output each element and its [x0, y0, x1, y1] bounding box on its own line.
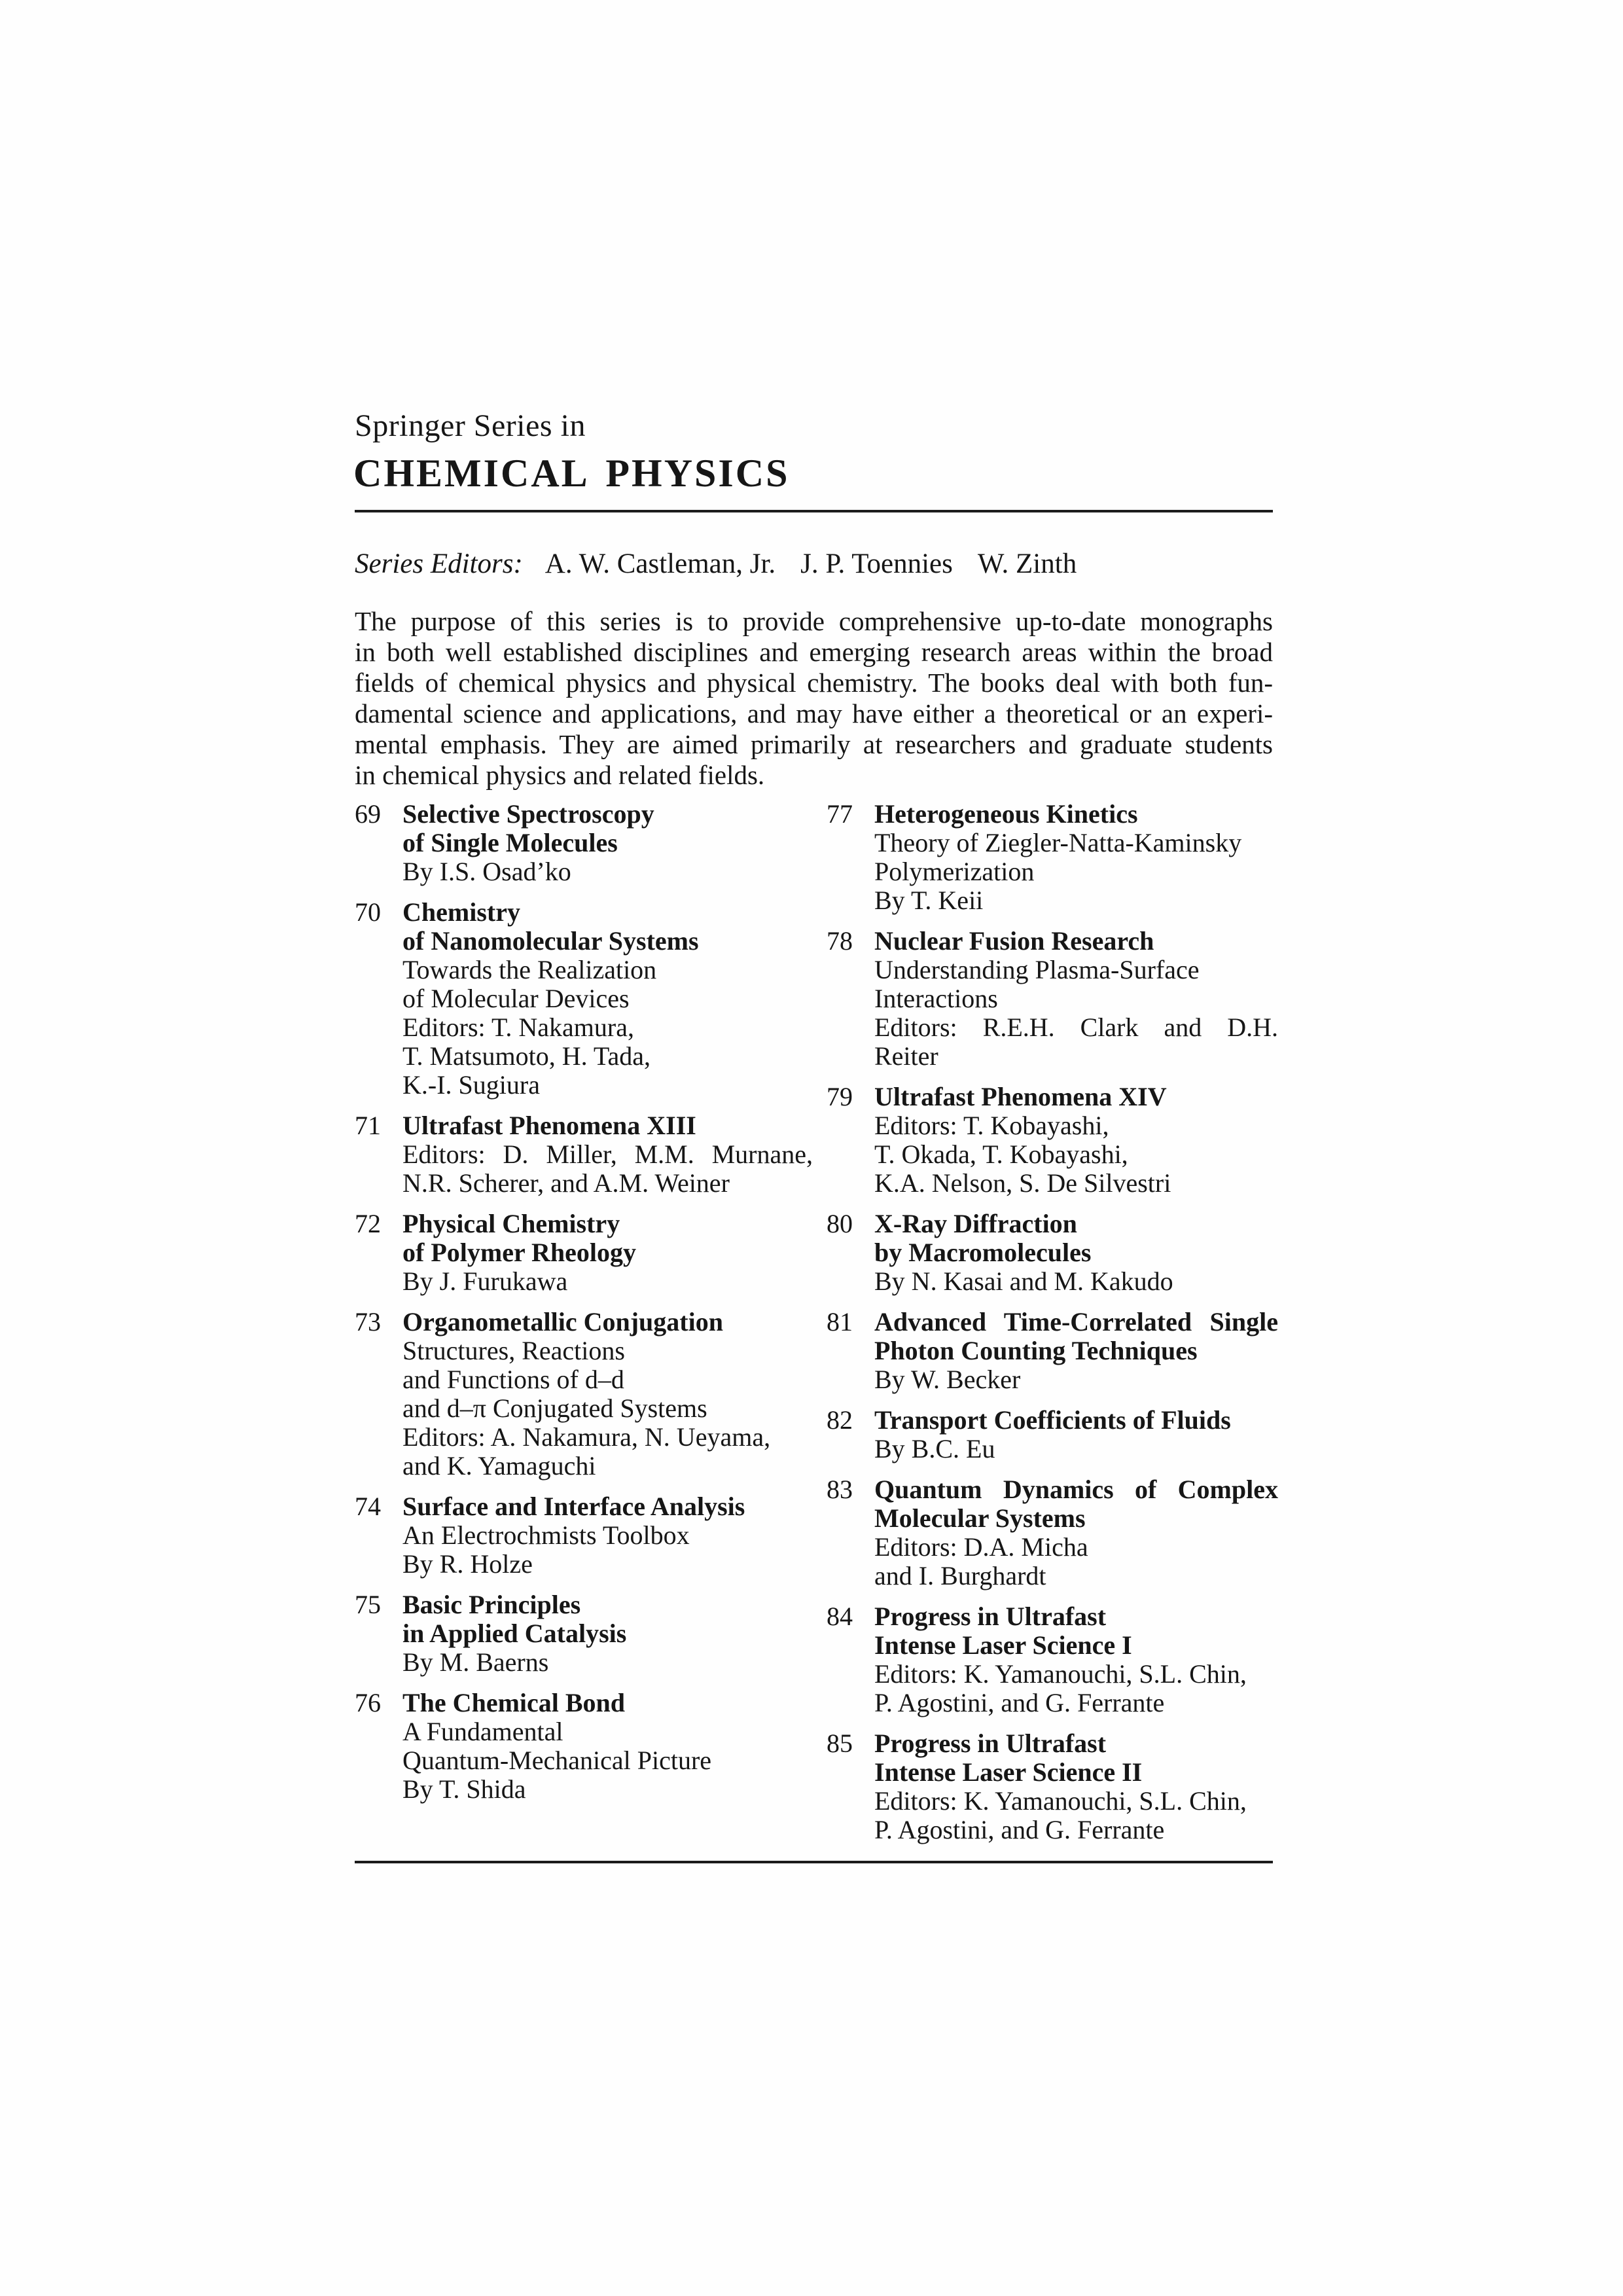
series-editor-name: J. P. Toennies: [800, 548, 953, 579]
book-title-line: of Polymer Rheology: [402, 1238, 636, 1267]
series-editor-name: A. W. Castleman, Jr.: [544, 548, 776, 579]
book-volume-number: 80: [827, 1209, 853, 1238]
book-entry: [355, 1590, 813, 1677]
book-title-line: Chemistry: [402, 897, 520, 927]
book-volume-number: 72: [355, 1209, 381, 1238]
book-entry: [355, 898, 813, 1100]
book-title-line: in Applied Catalysis: [402, 1619, 627, 1648]
book-list-right-column: [827, 800, 1278, 1856]
book-detail-line: Editors: D. Miller, M.M. Murnane,: [402, 1139, 813, 1169]
book-detail-line: By J. Furukawa: [402, 1266, 568, 1296]
book-volume-number: 84: [827, 1602, 853, 1631]
book-entry: [827, 927, 1278, 1071]
book-title-line: Advanced Time-Correlated Single: [874, 1307, 1278, 1336]
book-detail-line: By B.C. Eu: [874, 1434, 995, 1463]
book-detail-line: By T. Shida: [402, 1774, 526, 1804]
book-detail-line: Editors: R.E.H. Clark and D.H.: [874, 1013, 1278, 1042]
book-entry: [827, 1475, 1278, 1590]
intro-line: in chemical physics and related fields.: [355, 760, 765, 790]
book-title-line: Intense Laser Science II: [874, 1757, 1143, 1787]
intro-paragraph: [355, 606, 1273, 791]
book-volume-number: 79: [827, 1082, 853, 1111]
book-detail-line: Quantum-Mechanical Picture: [402, 1746, 712, 1775]
book-title-line: of Single Molecules: [402, 828, 618, 857]
book-title-line: Nuclear Fusion Research: [874, 926, 1154, 956]
book-entry: [355, 1308, 813, 1480]
series-editor-name: W. Zinth: [977, 548, 1077, 579]
book-entry: [355, 1210, 813, 1296]
book-entry-lines: [874, 1475, 1278, 1590]
book-detail-line: and K. Yamaguchi: [402, 1451, 596, 1480]
book-volume-number: 71: [355, 1111, 381, 1140]
intro-line: damental science and applications, and may have either a theoretical or an experi-: [355, 698, 1273, 728]
book-volume-number: 76: [355, 1688, 381, 1717]
book-title-line: Basic Principles: [402, 1590, 581, 1619]
book-entry-lines: [402, 898, 813, 1100]
book-detail-line: Editors: K. Yamanouchi, S.L. Chin,: [874, 1659, 1247, 1689]
book-title-line: Surface and Interface Analysis: [402, 1492, 745, 1521]
book-entry-lines: [874, 927, 1278, 1071]
intro-line: in both well established disciplines and emerging research areas within the broad: [355, 637, 1273, 667]
book-entry: [827, 1729, 1278, 1844]
book-detail-line: Reiter: [874, 1041, 938, 1071]
book-entry: [827, 1308, 1278, 1394]
book-volume-number: 70: [355, 897, 381, 927]
book-entry-lines: [402, 1492, 813, 1579]
book-entry-lines: [874, 1308, 1278, 1394]
book-entry-lines: [874, 800, 1278, 915]
series-editor-names: [545, 547, 1101, 581]
book-title-line: Intense Laser Science I: [874, 1630, 1132, 1660]
book-detail-line: Editors: K. Yamanouchi, S.L. Chin,: [874, 1786, 1247, 1816]
book-detail-line: Editors: A. Nakamura, N. Ueyama,: [402, 1422, 771, 1452]
book-detail-line: P. Agostini, and G. Ferrante: [874, 1815, 1165, 1844]
bottom-rule: [355, 1861, 1273, 1863]
book-detail-line: K.-I. Sugiura: [402, 1070, 540, 1100]
book-title-line: Selective Spectroscopy: [402, 799, 654, 829]
book-volume-number: 74: [355, 1492, 381, 1521]
book-detail-line: By N. Kasai and M. Kakudo: [874, 1266, 1173, 1296]
book-entry: [355, 1111, 813, 1198]
book-entry-lines: [402, 1210, 813, 1296]
book-entry-lines: [402, 1590, 813, 1677]
book-title-line: of Nanomolecular Systems: [402, 926, 699, 956]
book-entry-lines: [402, 1689, 813, 1804]
book-detail-line: of Molecular Devices: [402, 984, 630, 1013]
book-entry-lines: [874, 1729, 1278, 1844]
book-detail-line: Editors: D.A. Micha: [874, 1532, 1088, 1562]
book-volume-number: 77: [827, 799, 853, 829]
book-title-line: Heterogeneous Kinetics: [874, 799, 1138, 829]
book-detail-line: T. Okada, T. Kobayashi,: [874, 1139, 1128, 1169]
book-entry: [355, 800, 813, 886]
book-detail-line: Interactions: [874, 984, 998, 1013]
book-entry: [827, 1210, 1278, 1296]
intro-line: mental emphasis. They are aimed primarily at researchers and graduate students: [355, 729, 1273, 759]
book-entry: [827, 1083, 1278, 1198]
book-detail-line: and I. Burghardt: [874, 1561, 1046, 1590]
book-entry-lines: [874, 1406, 1278, 1463]
book-entry-lines: [402, 800, 813, 886]
book-entry: [827, 1406, 1278, 1463]
book-detail-line: By R. Holze: [402, 1549, 533, 1579]
book-detail-line: K.A. Nelson, S. De Silvestri: [874, 1168, 1171, 1198]
book-detail-line: Towards the Realization: [402, 955, 657, 984]
book-title-line: by Macromolecules: [874, 1238, 1092, 1267]
book-volume-number: 85: [827, 1729, 853, 1758]
book-detail-line: Editors: T. Kobayashi,: [874, 1111, 1109, 1140]
book-volume-number: 83: [827, 1475, 853, 1504]
book-detail-line: and d–π Conjugated Systems: [402, 1393, 707, 1423]
book-entry-lines: [402, 1308, 813, 1480]
book-title-line: Molecular Systems: [874, 1503, 1086, 1533]
book-entry: [827, 1602, 1278, 1717]
series-title: CHEMICAL PHYSICS: [353, 452, 790, 495]
book-entry: [827, 800, 1278, 915]
book-entry-lines: [874, 1083, 1278, 1198]
book-entry: [355, 1492, 813, 1579]
book-detail-line: Theory of Ziegler-Natta-Kaminsky: [874, 828, 1242, 857]
book-detail-line: and Functions of d–d: [402, 1365, 624, 1394]
book-title-line: Quantum Dynamics of Complex: [874, 1475, 1278, 1504]
book-volume-number: 82: [827, 1405, 853, 1435]
book-detail-line: By T. Keii: [874, 886, 984, 915]
book-detail-line: By I.S. Osad’ko: [402, 857, 571, 886]
series-editors-row: [355, 547, 1273, 581]
book-title-line: Ultrafast Phenomena XIII: [402, 1111, 696, 1140]
book-entry-lines: [874, 1602, 1278, 1717]
book-volume-number: 69: [355, 799, 381, 829]
book-detail-line: By W. Becker: [874, 1365, 1021, 1394]
book-detail-line: Structures, Reactions: [402, 1336, 625, 1365]
book-volume-number: 73: [355, 1307, 381, 1336]
book-detail-line: Editors: T. Nakamura,: [402, 1013, 634, 1042]
book-detail-line: An Electrochmists Toolbox: [402, 1520, 690, 1550]
book-title-line: Physical Chemistry: [402, 1209, 620, 1238]
intro-line: fields of chemical physics and physical chemistry. The books deal with both fun-: [355, 668, 1273, 698]
book-detail-line: Polymerization: [874, 857, 1035, 886]
book-list-left-column: [355, 800, 813, 1816]
book-title-line: Progress in Ultrafast: [874, 1602, 1107, 1631]
book-detail-line: N.R. Scherer, and A.M. Weiner: [402, 1168, 730, 1198]
book-title-line: Transport Coefficients of Fluids: [874, 1405, 1231, 1435]
book-volume-number: 81: [827, 1307, 853, 1336]
book-title-line: Photon Counting Techniques: [874, 1336, 1198, 1365]
book-entry-lines: [874, 1210, 1278, 1296]
top-rule: [355, 510, 1273, 512]
series-editors-label: Series Editors:: [355, 548, 523, 579]
book-detail-line: Understanding Plasma-Surface: [874, 955, 1200, 984]
book-detail-line: T. Matsumoto, H. Tada,: [402, 1041, 651, 1071]
book-title-line: X-Ray Diffraction: [874, 1209, 1077, 1238]
book-title-line: Organometallic Conjugation: [402, 1307, 723, 1336]
book-volume-number: 75: [355, 1590, 381, 1619]
book-detail-line: By M. Baerns: [402, 1647, 549, 1677]
book-title-line: The Chemical Bond: [402, 1688, 626, 1717]
series-label: Springer Series in: [355, 408, 586, 443]
book-title-line: Progress in Ultrafast: [874, 1729, 1107, 1758]
book-volume-number: 78: [827, 926, 853, 956]
book-entry-lines: [402, 1111, 813, 1198]
book-title-line: Ultrafast Phenomena XIV: [874, 1082, 1167, 1111]
book-detail-line: P. Agostini, and G. Ferrante: [874, 1688, 1165, 1717]
book-entry: [355, 1689, 813, 1804]
book-detail-line: A Fundamental: [402, 1717, 563, 1746]
intro-line: The purpose of this series is to provide comprehensive up-to-date monographs: [355, 606, 1273, 636]
